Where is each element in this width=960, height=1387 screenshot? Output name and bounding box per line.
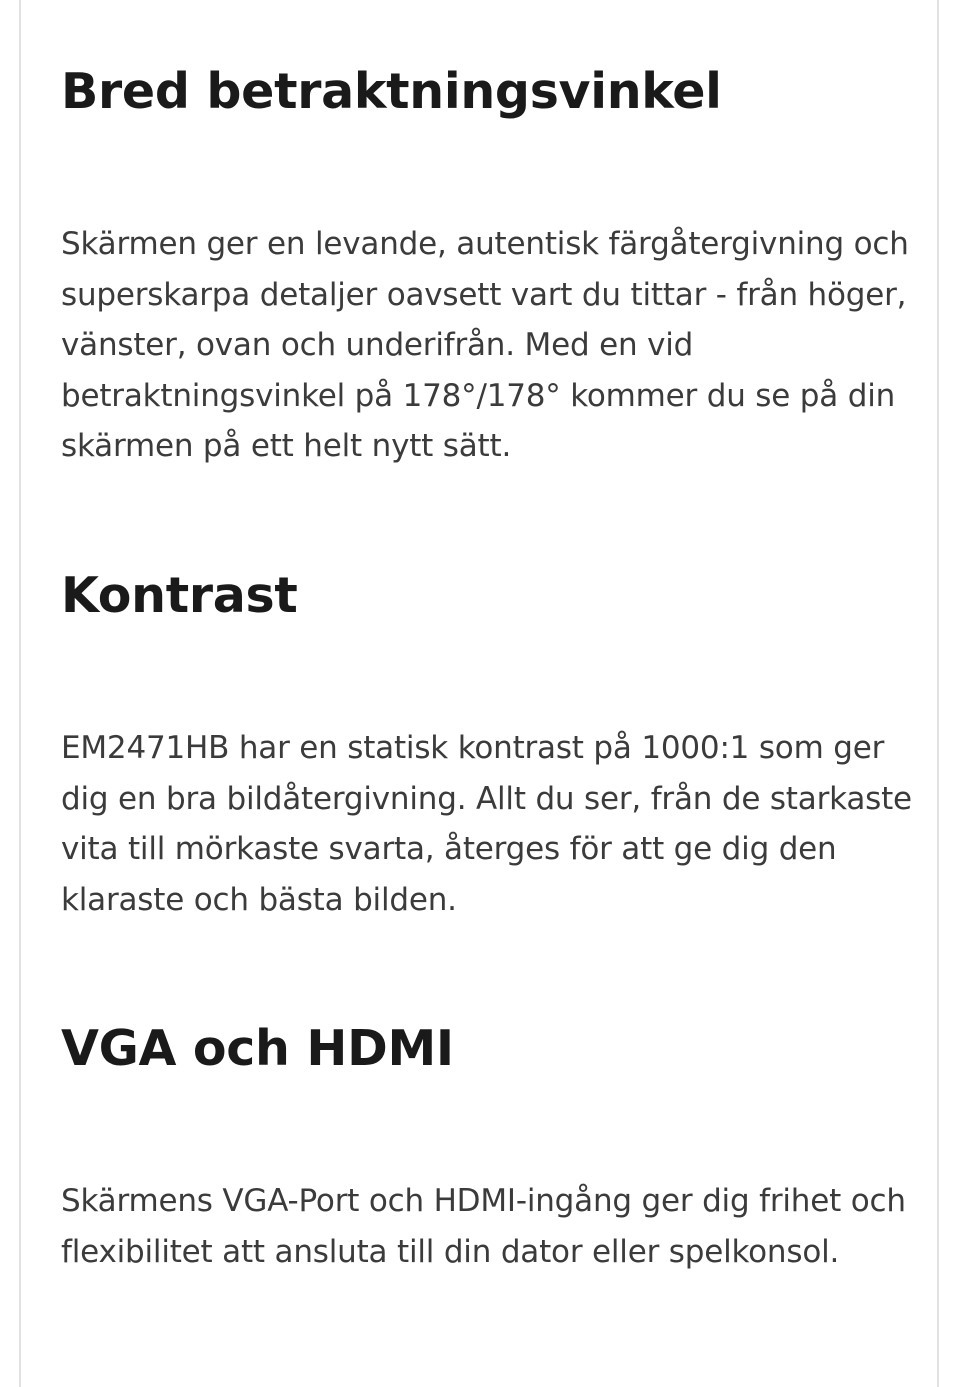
section-text-contrast: EM2471HB har en statisk kontrast på 1000:1 som ger dig en bra bildåtergivning. Allt du ser, från de starkaste vita till mörkaste svarta, återges för att ge dig den klaraste och bästa bilden. (61, 730, 912, 918)
section-heading-contrast: Kontrast (61, 567, 298, 624)
section-text-viewing-angle: Skärmen ger en levande, autentisk färgåtergivning och superskarpa detaljer oavsett vart du tittar - från höger, vänster, ovan och underifrån. Med en vid betraktningsvinkel på 178°/178° kommer du se på din skärmen på ett helt nytt sätt. (61, 226, 909, 464)
section-heading-viewing-angle: Bred betraktningsvinkel (61, 63, 722, 120)
section-heading-vga-hdmi: VGA och HDMI (61, 1020, 454, 1077)
section-text-vga-hdmi: Skärmens VGA-Port och HDMI-ingång ger dig frihet och flexibilitet att ansluta till din dator eller spelkonsol. (61, 1183, 906, 1270)
